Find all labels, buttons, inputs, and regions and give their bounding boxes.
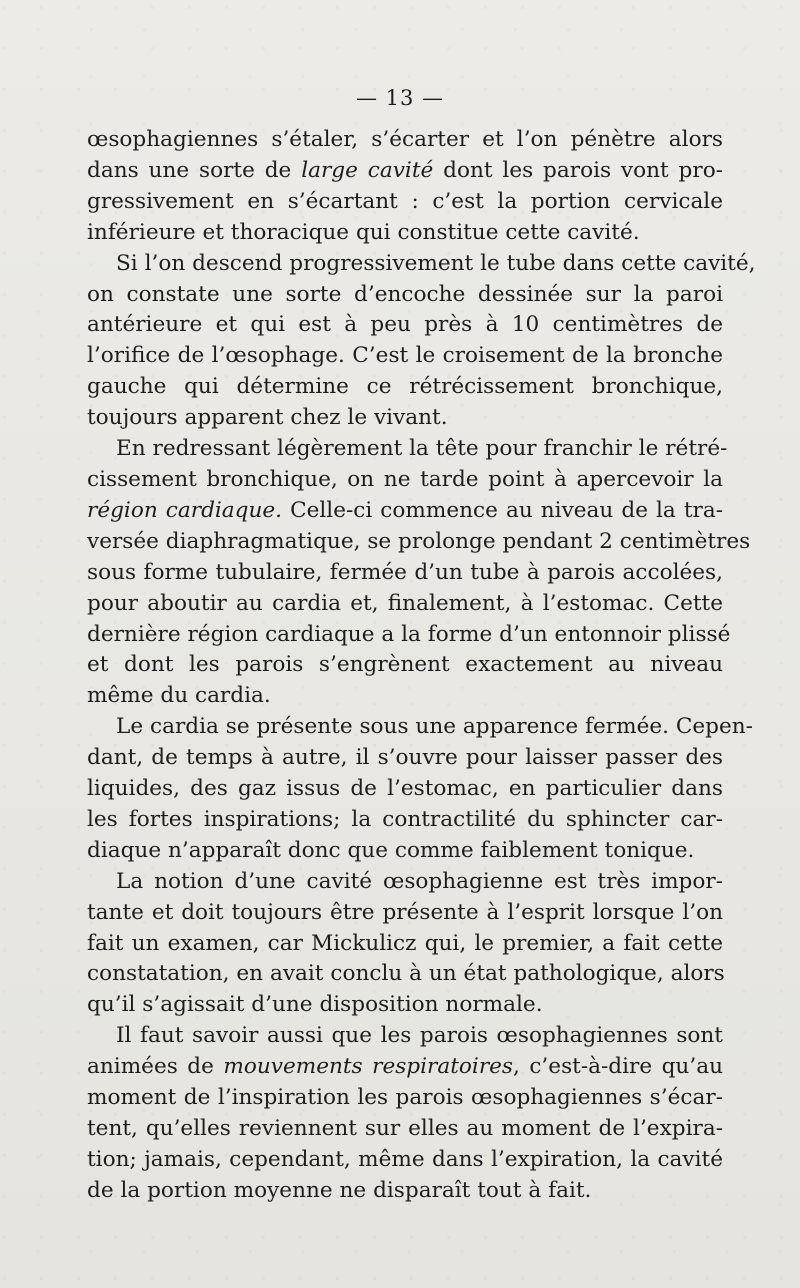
- text-segment: , c’est-à-dire qu’au: [513, 1054, 723, 1080]
- text-segment: En redressant légèrement la tête pour franchir le rétré-: [116, 436, 728, 462]
- text-line: [87, 527, 751, 558]
- text-segment: et dont les parois s’engrènent exactement au niveau: [87, 652, 723, 678]
- text-segment: dont les parois vont pro-: [433, 157, 724, 183]
- text-segment: cissement bronchique, on ne tarde point à apercevoir la: [87, 466, 723, 492]
- text-line: [87, 650, 723, 681]
- text-line: [87, 898, 723, 929]
- text-segment: œsophagiennes s’étaler, s’écarter et l’on pénètre alors: [87, 127, 723, 152]
- text-segment: qu’il s’agissait d’une disposition normale.: [87, 992, 543, 1018]
- text-segment: gauche qui détermine ce rétrécissement bronchique,: [87, 374, 723, 400]
- text-line: [87, 403, 723, 434]
- text-line: [87, 496, 723, 527]
- text-line: [87, 929, 723, 960]
- text-segment: dans une sorte de: [87, 157, 302, 183]
- text-line: [87, 1052, 723, 1083]
- text-segment: de la portion moyenne ne disparaît tout à fait.: [87, 1177, 592, 1203]
- text-line: [87, 1021, 723, 1052]
- text-segment: même du cardia.: [87, 683, 271, 709]
- text-segment: Celle-ci commence au niveau de la tra-: [282, 497, 723, 523]
- text-segment: dernière région cardiaque a la forme d’un entonnoir plissé: [87, 621, 731, 647]
- text-segment: liquides, des gaz issus de l’estomac, en particulier dans: [87, 776, 723, 802]
- text-segment: sous forme tubulaire, fermée d’un tube à parois accolées,: [87, 559, 723, 585]
- text-line: [87, 990, 723, 1021]
- text-segment: on constate une sorte d’encoche dessinée sur la paroi: [87, 281, 723, 307]
- text-segment: Le cardia se présente sous une apparence fermée. Cepen-: [116, 714, 753, 740]
- text-line: [87, 867, 723, 898]
- italic-text: région cardiaque.: [87, 497, 283, 523]
- text-line: [87, 125, 723, 156]
- text-line: [87, 187, 723, 218]
- text-segment: fait un examen, car Mickulicz qui, le premier, a fait cette: [87, 930, 723, 956]
- text-segment: pour aboutir au cardia et, finalement, à l’estomac. Cette: [87, 590, 723, 616]
- text-segment: constatation, en avait conclu à un état pathologique, alors: [87, 961, 725, 987]
- text-segment: antérieure et qui est à peu près à 10 centimètres de: [87, 312, 723, 338]
- text-line: [87, 620, 731, 651]
- body-text: [87, 125, 756, 1207]
- text-segment: les fortes inspirations; la contractilité du sphincter car-: [87, 806, 723, 832]
- text-line: [87, 218, 723, 249]
- text-segment: tante et doit toujours être présente à l’esprit lorsque l’on: [87, 899, 723, 925]
- text-segment: versée diaphragmatique, se prolonge pendant 2 centimètres: [87, 528, 751, 554]
- text-line: [87, 1145, 723, 1176]
- text-line: [87, 280, 723, 311]
- text-line: [87, 434, 728, 465]
- italic-text: large cavité: [301, 157, 434, 183]
- text-line: [87, 681, 723, 712]
- text-segment: La notion d’une cavité œsophagienne est très impor-: [116, 868, 723, 894]
- text-line: [87, 959, 723, 990]
- text-segment: inférieure et thoracique qui constitue cette cavité.: [87, 219, 640, 245]
- text-line: [87, 836, 723, 867]
- text-line: [87, 372, 723, 403]
- text-segment: dant, de temps à autre, il s’ouvre pour laisser passer des: [87, 745, 723, 771]
- text-segment: tion; jamais, cependant, même dans l’expiration, la cavité: [87, 1146, 723, 1172]
- text-line: [87, 341, 723, 372]
- text-segment: diaque n’apparaît donc que comme faiblement tonique.: [87, 837, 695, 863]
- text-line: [87, 465, 723, 496]
- page-number: — 13 —: [355, 86, 445, 110]
- text-line: [87, 712, 753, 743]
- text-segment: tent, qu’elles reviennent sur elles au moment de l’expira-: [87, 1116, 723, 1141]
- text-line: [87, 1083, 723, 1114]
- text-line: [87, 249, 756, 280]
- text-segment: l’orifice de l’œsophage. C’est le croisement de la bronche: [87, 343, 723, 369]
- text-line: [87, 774, 723, 805]
- text-segment: animées de: [87, 1054, 224, 1080]
- text-line: [87, 1176, 723, 1207]
- text-segment: gressivement en s’écartant : c’est la portion cervicale: [87, 188, 723, 214]
- text-segment: Il faut savoir aussi que les parois œsophagiennes sont: [116, 1023, 723, 1049]
- text-line: [87, 310, 723, 341]
- italic-text: mouvements respiratoires: [223, 1054, 513, 1080]
- text-segment: Si l’on descend progressivement le tube dans cette cavité,: [116, 250, 756, 276]
- text-line: [87, 743, 723, 774]
- text-line: [87, 589, 723, 620]
- text-segment: moment de l’inspiration les parois œsophagiennes s’écar-: [87, 1085, 723, 1111]
- text-line: [87, 156, 723, 187]
- text-line: [87, 805, 723, 836]
- text-line: [87, 1114, 723, 1145]
- text-line: [87, 558, 723, 589]
- text-segment: toujours apparent chez le vivant.: [87, 405, 448, 431]
